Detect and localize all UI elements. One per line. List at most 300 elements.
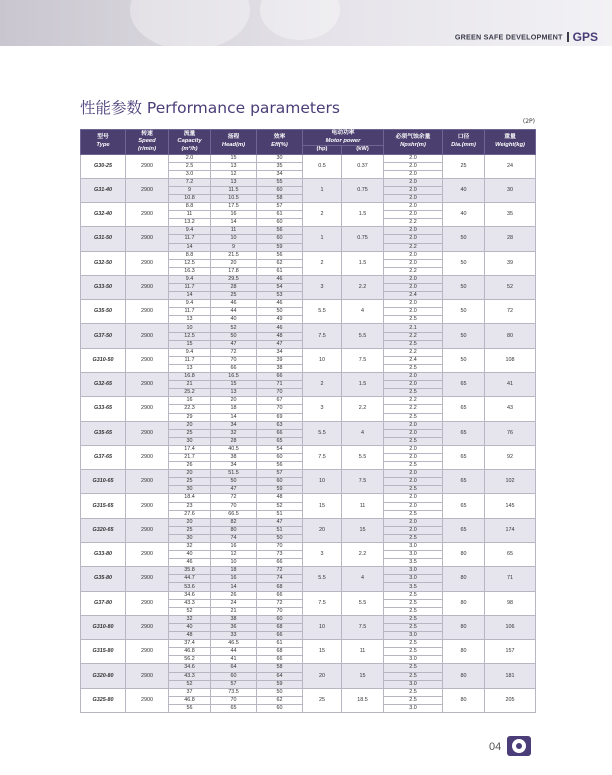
model-type: G320-65 — [81, 518, 126, 542]
capacity-cell: 11 — [169, 211, 211, 219]
table-row — [81, 300, 536, 308]
npshr-cell: 2.0 — [384, 251, 443, 259]
npshr-cell: 2.0 — [384, 502, 443, 510]
npshr-cell: 2.0 — [384, 203, 443, 211]
eff-cell: 72 — [257, 599, 303, 607]
capacity-cell: 56.2 — [169, 656, 211, 664]
npshr-cell: 2.0 — [384, 494, 443, 502]
head-cell: 12 — [211, 170, 257, 178]
npshr-cell: 2.2 — [384, 267, 443, 275]
npshr-cell: 3.0 — [384, 575, 443, 583]
eff-cell: 64 — [257, 672, 303, 680]
npshr-cell: 2.0 — [384, 381, 443, 389]
model-speed: 2900 — [126, 640, 169, 664]
eff-cell: 69 — [257, 413, 303, 421]
capacity-cell: 30 — [169, 486, 211, 494]
eff-cell: 74 — [257, 575, 303, 583]
model-weight: 41 — [485, 373, 536, 397]
model-dia: 80 — [443, 591, 485, 615]
table-row — [81, 324, 536, 332]
npshr-cell: 3.5 — [384, 559, 443, 567]
table-row — [81, 640, 536, 648]
brand-divider — [567, 32, 569, 42]
motor-kw: 1.5 — [342, 373, 384, 397]
model-speed: 2900 — [126, 543, 169, 567]
npshr-cell: 2.5 — [384, 340, 443, 348]
model-weight: 145 — [485, 494, 536, 518]
npshr-cell: 2.1 — [384, 324, 443, 332]
model-type: G37-65 — [81, 445, 126, 469]
capacity-cell: 22.3 — [169, 405, 211, 413]
head-cell: 57 — [211, 680, 257, 688]
head-cell: 38 — [211, 453, 257, 461]
head-cell: 18 — [211, 567, 257, 575]
head-cell: 65 — [211, 704, 257, 712]
eff-cell: 46 — [257, 324, 303, 332]
brand-tagline: GREEN SAFE DEVELOPMENT — [454, 32, 563, 42]
capacity-cell: 2.5 — [169, 162, 211, 170]
capacity-cell: 37 — [169, 688, 211, 696]
head-cell: 64 — [211, 664, 257, 672]
capacity-cell: 40 — [169, 551, 211, 559]
motor-kw: 15 — [342, 664, 384, 688]
page-title: 性能参数 Performance parameters — [80, 99, 340, 117]
eff-cell: 39 — [257, 356, 303, 364]
head-cell: 60 — [211, 672, 257, 680]
eff-cell: 54 — [257, 445, 303, 453]
npshr-cell: 2.4 — [384, 356, 443, 364]
table-row — [81, 615, 536, 623]
capacity-cell: 18.4 — [169, 494, 211, 502]
model-dia: 40 — [443, 203, 485, 227]
capacity-cell: 43.3 — [169, 672, 211, 680]
eff-cell: 51 — [257, 510, 303, 518]
head-cell: 15 — [211, 381, 257, 389]
model-speed: 2900 — [126, 445, 169, 469]
motor-hp: 1 — [303, 178, 342, 202]
head-cell: 16 — [211, 543, 257, 551]
model-weight: 52 — [485, 275, 536, 299]
motor-kw: 7.5 — [342, 615, 384, 639]
npshr-cell: 2.2 — [384, 219, 443, 227]
model-type: G32-40 — [81, 203, 126, 227]
capacity-cell: 21 — [169, 381, 211, 389]
eff-cell: 55 — [257, 178, 303, 186]
header-dia: 口径 Dia.(mm) — [443, 130, 485, 155]
motor-kw: 5.5 — [342, 445, 384, 469]
model-type: G37-80 — [81, 591, 126, 615]
table-row — [81, 227, 536, 235]
capacity-cell: 34.6 — [169, 664, 211, 672]
motor-hp: 5.5 — [303, 300, 342, 324]
motor-hp: 0.5 — [303, 154, 342, 178]
model-type: G35-50 — [81, 300, 126, 324]
head-cell: 72 — [211, 494, 257, 502]
npshr-cell: 2.0 — [384, 308, 443, 316]
model-type: G31-40 — [81, 178, 126, 202]
eff-cell: 60 — [257, 453, 303, 461]
table-row — [81, 203, 536, 211]
motor-hp: 1 — [303, 227, 342, 251]
npshr-cell: 2.5 — [384, 623, 443, 631]
npshr-cell: 2.5 — [384, 389, 443, 397]
model-weight: 80 — [485, 324, 536, 348]
model-speed: 2900 — [126, 615, 169, 639]
motor-kw: 5.5 — [342, 591, 384, 615]
table-row — [81, 688, 536, 696]
head-cell: 12 — [211, 551, 257, 559]
head-cell: 25 — [211, 292, 257, 300]
npshr-cell: 2.0 — [384, 373, 443, 381]
head-cell: 66 — [211, 364, 257, 372]
capacity-cell: 25 — [169, 478, 211, 486]
npshr-cell: 2.2 — [384, 348, 443, 356]
head-cell: 50 — [211, 478, 257, 486]
table-row — [81, 591, 536, 599]
model-speed: 2900 — [126, 300, 169, 324]
model-type: G30-25 — [81, 154, 126, 178]
npshr-cell: 2.0 — [384, 445, 443, 453]
table-row — [81, 348, 536, 356]
capacity-cell: 14 — [169, 243, 211, 251]
banner-decoration — [130, 0, 250, 50]
capacity-cell: 12.5 — [169, 259, 211, 267]
header-motor-power: 电动功率 Motor power — [303, 130, 384, 146]
motor-kw: 0.75 — [342, 178, 384, 202]
eff-cell: 49 — [257, 316, 303, 324]
table-row — [81, 251, 536, 259]
model-speed: 2900 — [126, 227, 169, 251]
model-speed: 2900 — [126, 373, 169, 397]
model-weight: 43 — [485, 397, 536, 421]
npshr-cell: 2.0 — [384, 284, 443, 292]
npshr-cell: 2.5 — [384, 664, 443, 672]
model-dia: 80 — [443, 543, 485, 567]
head-cell: 51.5 — [211, 470, 257, 478]
npshr-cell: 2.0 — [384, 518, 443, 526]
capacity-cell: 10 — [169, 324, 211, 332]
head-cell: 47 — [211, 340, 257, 348]
model-speed: 2900 — [126, 324, 169, 348]
motor-hp: 5.5 — [303, 567, 342, 591]
capacity-cell: 14 — [169, 292, 211, 300]
head-cell: 33 — [211, 632, 257, 640]
model-speed: 2900 — [126, 203, 169, 227]
capacity-cell: 8.8 — [169, 251, 211, 259]
npshr-cell: 2.5 — [384, 607, 443, 615]
eff-cell: 62 — [257, 259, 303, 267]
model-speed: 2900 — [126, 251, 169, 275]
pole-label: (2P) — [522, 118, 535, 125]
eff-cell: 70 — [257, 405, 303, 413]
capacity-cell: 13 — [169, 316, 211, 324]
capacity-cell: 32 — [169, 615, 211, 623]
table-row — [81, 397, 536, 405]
model-type: G32-50 — [81, 251, 126, 275]
model-type: G35-65 — [81, 421, 126, 445]
eff-cell: 53 — [257, 292, 303, 300]
motor-kw: 4 — [342, 421, 384, 445]
npshr-cell: 2.0 — [384, 178, 443, 186]
eff-cell: 59 — [257, 486, 303, 494]
capacity-cell: 20 — [169, 421, 211, 429]
model-weight: 102 — [485, 470, 536, 494]
npshr-cell: 2.2 — [384, 405, 443, 413]
head-cell: 17.5 — [211, 203, 257, 211]
motor-hp: 20 — [303, 664, 342, 688]
model-weight: 39 — [485, 251, 536, 275]
model-speed: 2900 — [126, 664, 169, 688]
model-weight: 65 — [485, 543, 536, 567]
head-cell: 34 — [211, 421, 257, 429]
capacity-cell: 17.4 — [169, 445, 211, 453]
eff-cell: 56 — [257, 227, 303, 235]
capacity-cell: 25 — [169, 526, 211, 534]
motor-hp: 10 — [303, 615, 342, 639]
model-weight: 181 — [485, 664, 536, 688]
model-dia: 80 — [443, 640, 485, 664]
capacity-cell: 9.4 — [169, 348, 211, 356]
head-cell: 21 — [211, 607, 257, 615]
npshr-cell: 2.0 — [384, 453, 443, 461]
model-weight: 30 — [485, 178, 536, 202]
pump-icon — [507, 736, 531, 756]
model-dia: 80 — [443, 567, 485, 591]
capacity-cell: 40 — [169, 623, 211, 631]
eff-cell: 48 — [257, 494, 303, 502]
brand-line — [455, 28, 598, 46]
npshr-cell: 2.5 — [384, 316, 443, 324]
motor-hp: 2 — [303, 203, 342, 227]
npshr-cell: 2.0 — [384, 300, 443, 308]
model-dia: 50 — [443, 348, 485, 372]
npshr-cell: 3.0 — [384, 704, 443, 712]
capacity-cell: 46.8 — [169, 696, 211, 704]
motor-kw: 1.5 — [342, 251, 384, 275]
capacity-cell: 43.3 — [169, 599, 211, 607]
capacity-cell: 25.2 — [169, 389, 211, 397]
motor-hp: 15 — [303, 640, 342, 664]
eff-cell: 66 — [257, 373, 303, 381]
model-type: G310-80 — [81, 615, 126, 639]
model-weight: 35 — [485, 203, 536, 227]
npshr-cell: 3.0 — [384, 656, 443, 664]
model-dia: 40 — [443, 178, 485, 202]
capacity-cell: 35.8 — [169, 567, 211, 575]
motor-kw: 0.37 — [342, 154, 384, 178]
model-speed: 2900 — [126, 397, 169, 421]
model-dia: 65 — [443, 494, 485, 518]
capacity-cell: 16.8 — [169, 373, 211, 381]
motor-hp: 7.5 — [303, 445, 342, 469]
eff-cell: 35 — [257, 162, 303, 170]
head-cell: 28 — [211, 284, 257, 292]
head-cell: 16 — [211, 575, 257, 583]
model-type: G33-65 — [81, 397, 126, 421]
npshr-cell: 2.2 — [384, 332, 443, 340]
capacity-cell: 3.0 — [169, 170, 211, 178]
capacity-cell: 30 — [169, 534, 211, 542]
eff-cell: 60 — [257, 219, 303, 227]
model-type: G315-80 — [81, 640, 126, 664]
capacity-cell: 12.5 — [169, 332, 211, 340]
model-type: G33-50 — [81, 275, 126, 299]
npshr-cell: 2.5 — [384, 696, 443, 704]
head-cell: 41 — [211, 656, 257, 664]
model-dia: 50 — [443, 300, 485, 324]
npshr-cell: 2.0 — [384, 526, 443, 534]
motor-kw: 2.2 — [342, 543, 384, 567]
eff-cell: 52 — [257, 502, 303, 510]
table-row — [81, 445, 536, 453]
head-cell: 36 — [211, 623, 257, 631]
eff-cell: 59 — [257, 243, 303, 251]
capacity-cell: 9 — [169, 186, 211, 194]
eff-cell: 56 — [257, 251, 303, 259]
capacity-cell: 11.7 — [169, 356, 211, 364]
motor-kw: 0.75 — [342, 227, 384, 251]
head-cell: 14 — [211, 583, 257, 591]
head-cell: 13 — [211, 389, 257, 397]
model-speed: 2900 — [126, 178, 169, 202]
head-cell: 73.5 — [211, 688, 257, 696]
head-cell: 21.5 — [211, 251, 257, 259]
capacity-cell: 52 — [169, 680, 211, 688]
npshr-cell: 2.0 — [384, 478, 443, 486]
head-cell: 10.5 — [211, 194, 257, 202]
capacity-cell: 34.6 — [169, 591, 211, 599]
npshr-cell: 2.0 — [384, 154, 443, 162]
capacity-cell: 46 — [169, 559, 211, 567]
npshr-cell: 2.5 — [384, 413, 443, 421]
table-row — [81, 275, 536, 283]
motor-hp: 5.5 — [303, 421, 342, 445]
npshr-cell: 2.0 — [384, 235, 443, 243]
npshr-cell: 2.0 — [384, 211, 443, 219]
motor-hp: 15 — [303, 494, 342, 518]
npshr-cell: 2.0 — [384, 170, 443, 178]
eff-cell: 50 — [257, 688, 303, 696]
npshr-cell: 2.0 — [384, 275, 443, 283]
head-cell: 44 — [211, 648, 257, 656]
head-cell: 11 — [211, 227, 257, 235]
capacity-cell: 20 — [169, 470, 211, 478]
motor-kw: 7.5 — [342, 470, 384, 494]
capacity-cell: 48 — [169, 632, 211, 640]
head-cell: 52 — [211, 324, 257, 332]
eff-cell: 71 — [257, 381, 303, 389]
model-type: G325-80 — [81, 688, 126, 712]
eff-cell: 58 — [257, 664, 303, 672]
eff-cell: 70 — [257, 607, 303, 615]
npshr-cell: 2.2 — [384, 397, 443, 405]
head-cell: 70 — [211, 356, 257, 364]
head-cell: 24 — [211, 599, 257, 607]
capacity-cell: 8.8 — [169, 203, 211, 211]
head-cell: 74 — [211, 534, 257, 542]
model-type: G32-65 — [81, 373, 126, 397]
banner-decoration — [260, 0, 340, 40]
header-eff: 效率 Eff(%) — [257, 130, 303, 155]
header-head: 扬程 Head(m) — [211, 130, 257, 155]
head-cell: 50 — [211, 332, 257, 340]
npshr-cell: 2.2 — [384, 243, 443, 251]
head-cell: 46.5 — [211, 640, 257, 648]
head-cell: 72 — [211, 348, 257, 356]
header-weight: 重量 Weight(kg) — [485, 130, 536, 155]
header-npshr: 必须气蚀余量 Npshr(m) — [384, 130, 443, 155]
npshr-cell: 3.0 — [384, 551, 443, 559]
eff-cell: 66 — [257, 559, 303, 567]
capacity-cell: 16.3 — [169, 267, 211, 275]
eff-cell: 38 — [257, 364, 303, 372]
npshr-cell: 2.0 — [384, 421, 443, 429]
motor-kw: 5.5 — [342, 324, 384, 348]
eff-cell: 50 — [257, 534, 303, 542]
npshr-cell: 2.0 — [384, 162, 443, 170]
head-cell: 46 — [211, 300, 257, 308]
head-cell: 17.8 — [211, 267, 257, 275]
model-speed: 2900 — [126, 591, 169, 615]
model-dia: 65 — [443, 397, 485, 421]
eff-cell: 60 — [257, 478, 303, 486]
model-speed: 2900 — [126, 494, 169, 518]
head-cell: 20 — [211, 259, 257, 267]
eff-cell: 60 — [257, 704, 303, 712]
table-row — [81, 518, 536, 526]
model-dia: 80 — [443, 688, 485, 712]
eff-cell: 60 — [257, 235, 303, 243]
npshr-cell: 3.0 — [384, 680, 443, 688]
model-type: G315-65 — [81, 494, 126, 518]
eff-cell: 60 — [257, 615, 303, 623]
head-cell: 13 — [211, 162, 257, 170]
capacity-cell: 52 — [169, 607, 211, 615]
capacity-cell: 7.2 — [169, 178, 211, 186]
page-number: 04 — [489, 741, 502, 753]
motor-hp: 3 — [303, 275, 342, 299]
motor-hp: 7.5 — [303, 591, 342, 615]
npshr-cell: 3.0 — [384, 567, 443, 575]
eff-cell: 46 — [257, 300, 303, 308]
model-speed: 2900 — [126, 154, 169, 178]
eff-cell: 60 — [257, 186, 303, 194]
header-speed: 转速 Speed (r/min) — [126, 130, 169, 155]
table-row — [81, 470, 536, 478]
model-weight: 92 — [485, 445, 536, 469]
model-weight: 205 — [485, 688, 536, 712]
capacity-cell: 25 — [169, 429, 211, 437]
npshr-cell: 3.5 — [384, 583, 443, 591]
head-cell: 66.5 — [211, 510, 257, 518]
eff-cell: 68 — [257, 583, 303, 591]
model-speed: 2900 — [126, 688, 169, 712]
head-cell: 32 — [211, 429, 257, 437]
eff-cell: 70 — [257, 389, 303, 397]
table-row — [81, 373, 536, 381]
eff-cell: 70 — [257, 543, 303, 551]
capacity-cell: 53.6 — [169, 583, 211, 591]
model-weight: 24 — [485, 154, 536, 178]
eff-cell: 47 — [257, 340, 303, 348]
eff-cell: 72 — [257, 567, 303, 575]
capacity-cell: 32 — [169, 543, 211, 551]
head-cell: 70 — [211, 696, 257, 704]
model-type: G37-50 — [81, 324, 126, 348]
eff-cell: 30 — [257, 154, 303, 162]
eff-cell: 57 — [257, 470, 303, 478]
model-type: G310-65 — [81, 470, 126, 494]
